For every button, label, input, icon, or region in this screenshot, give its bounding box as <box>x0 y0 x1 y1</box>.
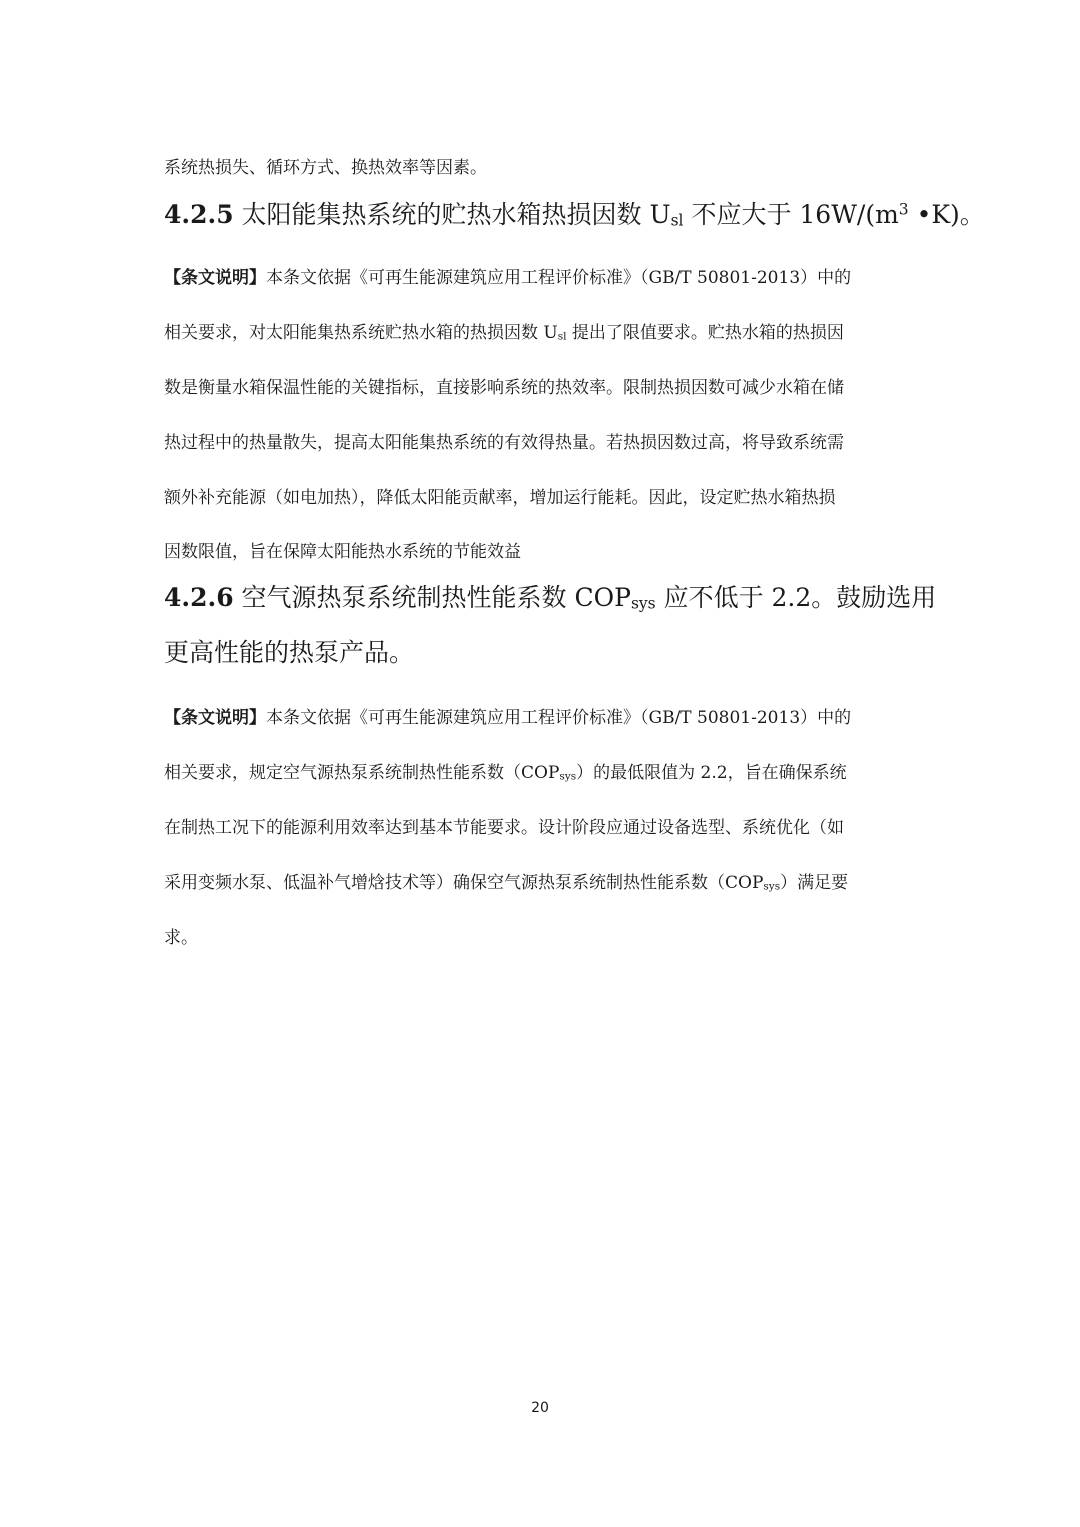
clause-text: •K)。 <box>908 200 985 229</box>
clause-text: 应不低于 2.2。鼓励选用 <box>655 583 937 612</box>
subscript: sys <box>763 880 781 893</box>
note-4-2-5-line-6: 因数限值，旨在保障太阳能热水系统的节能效益 <box>164 542 521 562</box>
note-4-2-6-line-4 <box>164 871 848 895</box>
clause-number: 4.2.6 <box>164 583 234 612</box>
subscript: sys <box>630 594 656 613</box>
subscript: sl <box>557 330 567 343</box>
clause-text: 空气源热泵系统制热性能系数 COP <box>241 583 631 612</box>
note-4-2-5-line-5: 额外补充能源（如电加热），降低太阳能贡献率，增加运行能耗。因此，设定贮热水箱热损 <box>164 488 836 508</box>
subscript: sys <box>559 770 577 783</box>
clause-text: 太阳能集热系统的贮热水箱热损因数 U <box>241 200 671 229</box>
clause-4-2-6-heading-line-2: 更高性能的热泵产品。 <box>164 638 415 667</box>
note-label: 【条文说明】 <box>164 268 266 288</box>
note-text: 相关要求，规定空气源热泵系统制热性能系数（COP <box>164 763 560 783</box>
clause-number: 4.2.5 <box>164 200 234 229</box>
note-text: 提出了限值要求。贮热水箱的热损因 <box>566 323 844 343</box>
note-4-2-6-line-5: 求。 <box>164 928 198 948</box>
note-text: ）满足要 <box>780 873 849 893</box>
clause-4-2-5-heading <box>164 198 985 232</box>
superscript: 3 <box>898 200 909 219</box>
note-text: 相关要求，对太阳能集热系统贮热水箱的热损因数 U <box>164 323 558 343</box>
note-label: 【条文说明】 <box>164 708 266 728</box>
note-text: 本条文依据《可再生能源建筑应用工程评价标准》（GB/T 50801-2013）中的 <box>266 708 852 728</box>
note-4-2-6-line-3: 在制热工况下的能源利用效率达到基本节能要求。设计阶段应通过设备选型、系统优化（如 <box>164 818 844 838</box>
continuation-text: 系统热损失、循环方式、换热效率等因素。 <box>164 158 487 178</box>
note-4-2-6-line-2 <box>164 761 847 785</box>
subscript: sl <box>670 211 684 230</box>
note-4-2-6-line-1 <box>164 706 851 730</box>
note-text: 本条文依据《可再生能源建筑应用工程评价标准》（GB/T 50801-2013）中的 <box>266 268 852 288</box>
page-number: 20 <box>531 1400 549 1416</box>
note-text: ）的最低限值为 2.2，旨在确保系统 <box>576 763 847 783</box>
note-text: 采用变频水泵、低温补气增焓技术等）确保空气源热泵系统制热性能系数（COP <box>164 873 764 893</box>
note-4-2-5-line-1 <box>164 266 851 290</box>
note-4-2-5-line-2 <box>164 321 844 345</box>
note-4-2-5-line-4: 热过程中的热量散失，提高太阳能集热系统的有效得热量。若热损因数过高，将导致系统需 <box>164 433 844 453</box>
note-4-2-5-line-3: 数是衡量水箱保温性能的关键指标，直接影响系统的热效率。限制热损因数可减少水箱在储 <box>164 378 844 398</box>
clause-4-2-6-heading-line-1 <box>164 581 936 615</box>
clause-text: 不应大于 16W/(m <box>683 200 899 229</box>
